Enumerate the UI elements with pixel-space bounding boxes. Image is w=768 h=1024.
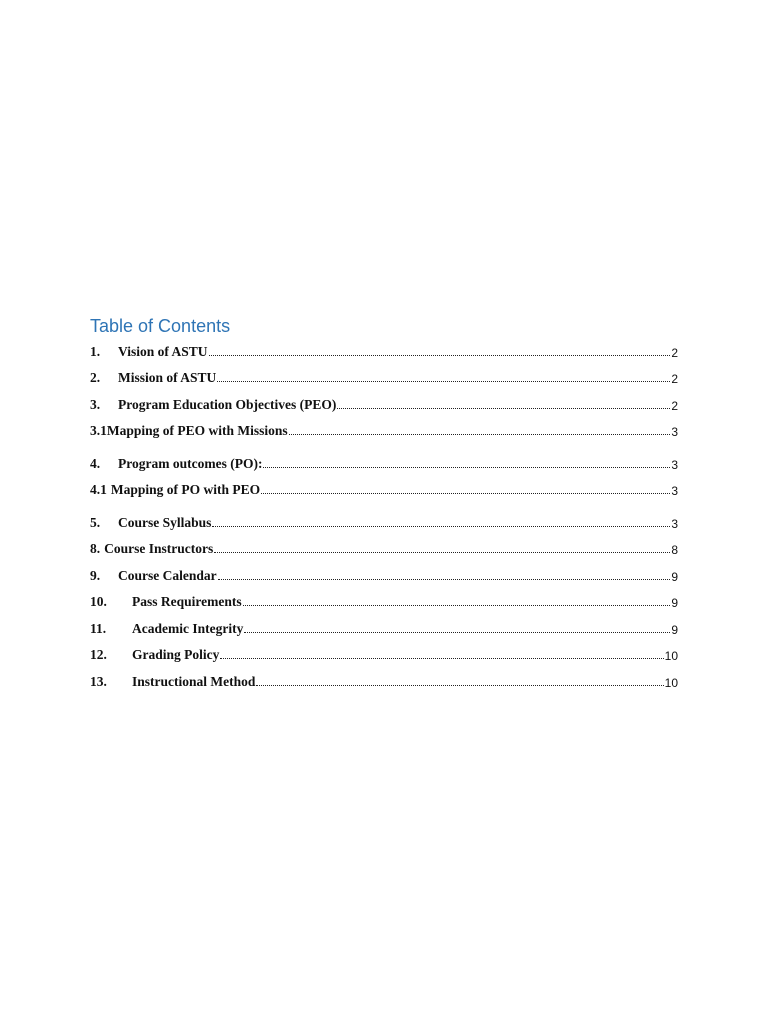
- toc-entry-academic-integrity[interactable]: [90, 619, 678, 637]
- toc-entry-number: 3.: [90, 397, 101, 412]
- toc-entry-number: 9.: [90, 568, 101, 583]
- toc-entry-instructional-method[interactable]: [90, 672, 678, 690]
- toc-entry-program-outcomes[interactable]: [90, 454, 678, 472]
- toc-entry-number: 3.1: [90, 423, 107, 438]
- toc-entry-grading-policy[interactable]: [90, 645, 678, 663]
- dot-leader: [289, 434, 671, 435]
- toc-entry-text: Program Education Objectives (PEO): [118, 397, 337, 412]
- toc-entry-number: 4.1: [90, 482, 107, 497]
- toc-entry-number: 12.: [90, 647, 107, 662]
- dot-leader: [218, 579, 671, 580]
- toc-entry-mission[interactable]: [90, 368, 678, 386]
- toc-entry-number: 11.: [90, 621, 107, 636]
- toc-entry-page: 10: [664, 676, 678, 690]
- dot-leader: [209, 355, 671, 356]
- toc-entry-text: Grading Policy: [132, 647, 220, 662]
- toc-entry-text: Mapping of PEO with Missions: [106, 423, 288, 438]
- dot-leader: [212, 526, 670, 527]
- dot-leader: [337, 408, 670, 409]
- toc-entry-peo[interactable]: [90, 395, 678, 413]
- dot-leader: [263, 467, 670, 468]
- toc-entry-text: Vision of ASTU: [118, 344, 208, 359]
- toc-entry-peo-mapping[interactable]: [90, 421, 678, 439]
- dot-leader: [220, 658, 663, 659]
- dot-leader: [243, 605, 671, 606]
- toc-entry-text: Mapping of PO with PEO: [110, 482, 261, 497]
- dot-leader: [217, 381, 670, 382]
- toc-entry-text: Mission of ASTU: [118, 370, 217, 385]
- toc-entry-pass-requirements[interactable]: [90, 592, 678, 610]
- toc-entry-text: Instructional Method: [132, 674, 256, 689]
- toc-entry-text: Course Instructors: [104, 541, 214, 556]
- toc-entry-number: 8.: [90, 541, 101, 556]
- dot-leader: [256, 685, 663, 686]
- toc-entry-course-instructors[interactable]: [90, 539, 678, 557]
- toc-entry-number: 1.: [90, 344, 101, 359]
- dot-leader: [214, 552, 670, 553]
- toc-entry-text: Academic Integrity: [132, 621, 244, 636]
- toc-entry-page: 9: [671, 623, 678, 637]
- toc-entry-page: 3: [671, 484, 678, 498]
- toc-entry-course-syllabus[interactable]: [90, 513, 678, 531]
- toc-entry-page: 9: [671, 570, 678, 584]
- toc-entry-number: 10.: [90, 594, 107, 609]
- toc-entry-page: 2: [671, 399, 678, 413]
- toc-entry-vision[interactable]: [90, 342, 678, 360]
- toc-entry-page: 3: [671, 517, 678, 531]
- toc-entry-number: 2.: [90, 370, 101, 385]
- toc-entry-page: 9: [671, 596, 678, 610]
- dot-leader: [244, 632, 670, 633]
- toc-entry-text: Program outcomes (PO):: [118, 456, 263, 471]
- dot-leader: [261, 493, 670, 494]
- toc-entry-number: 13.: [90, 674, 107, 689]
- toc-entry-page: 3: [671, 458, 678, 472]
- toc-entry-course-calendar[interactable]: [90, 566, 678, 584]
- toc-entry-number: 4.: [90, 456, 101, 471]
- toc-entry-text: Pass Requirements: [132, 594, 242, 609]
- toc-entry-page: 10: [664, 649, 678, 663]
- toc-entry-page: 3: [671, 425, 678, 439]
- toc-entry-page: 2: [671, 346, 678, 360]
- toc-entry-text: Course Calendar: [118, 568, 217, 583]
- toc-entry-number: 5.: [90, 515, 101, 530]
- toc-entry-page: 8: [671, 543, 678, 557]
- toc-entry-po-mapping[interactable]: [90, 480, 678, 498]
- toc-entry-text: Course Syllabus: [118, 515, 212, 530]
- toc-title: Table of Contents: [90, 316, 231, 336]
- toc-entry-page: 2: [671, 372, 678, 386]
- table-of-contents: [90, 314, 678, 690]
